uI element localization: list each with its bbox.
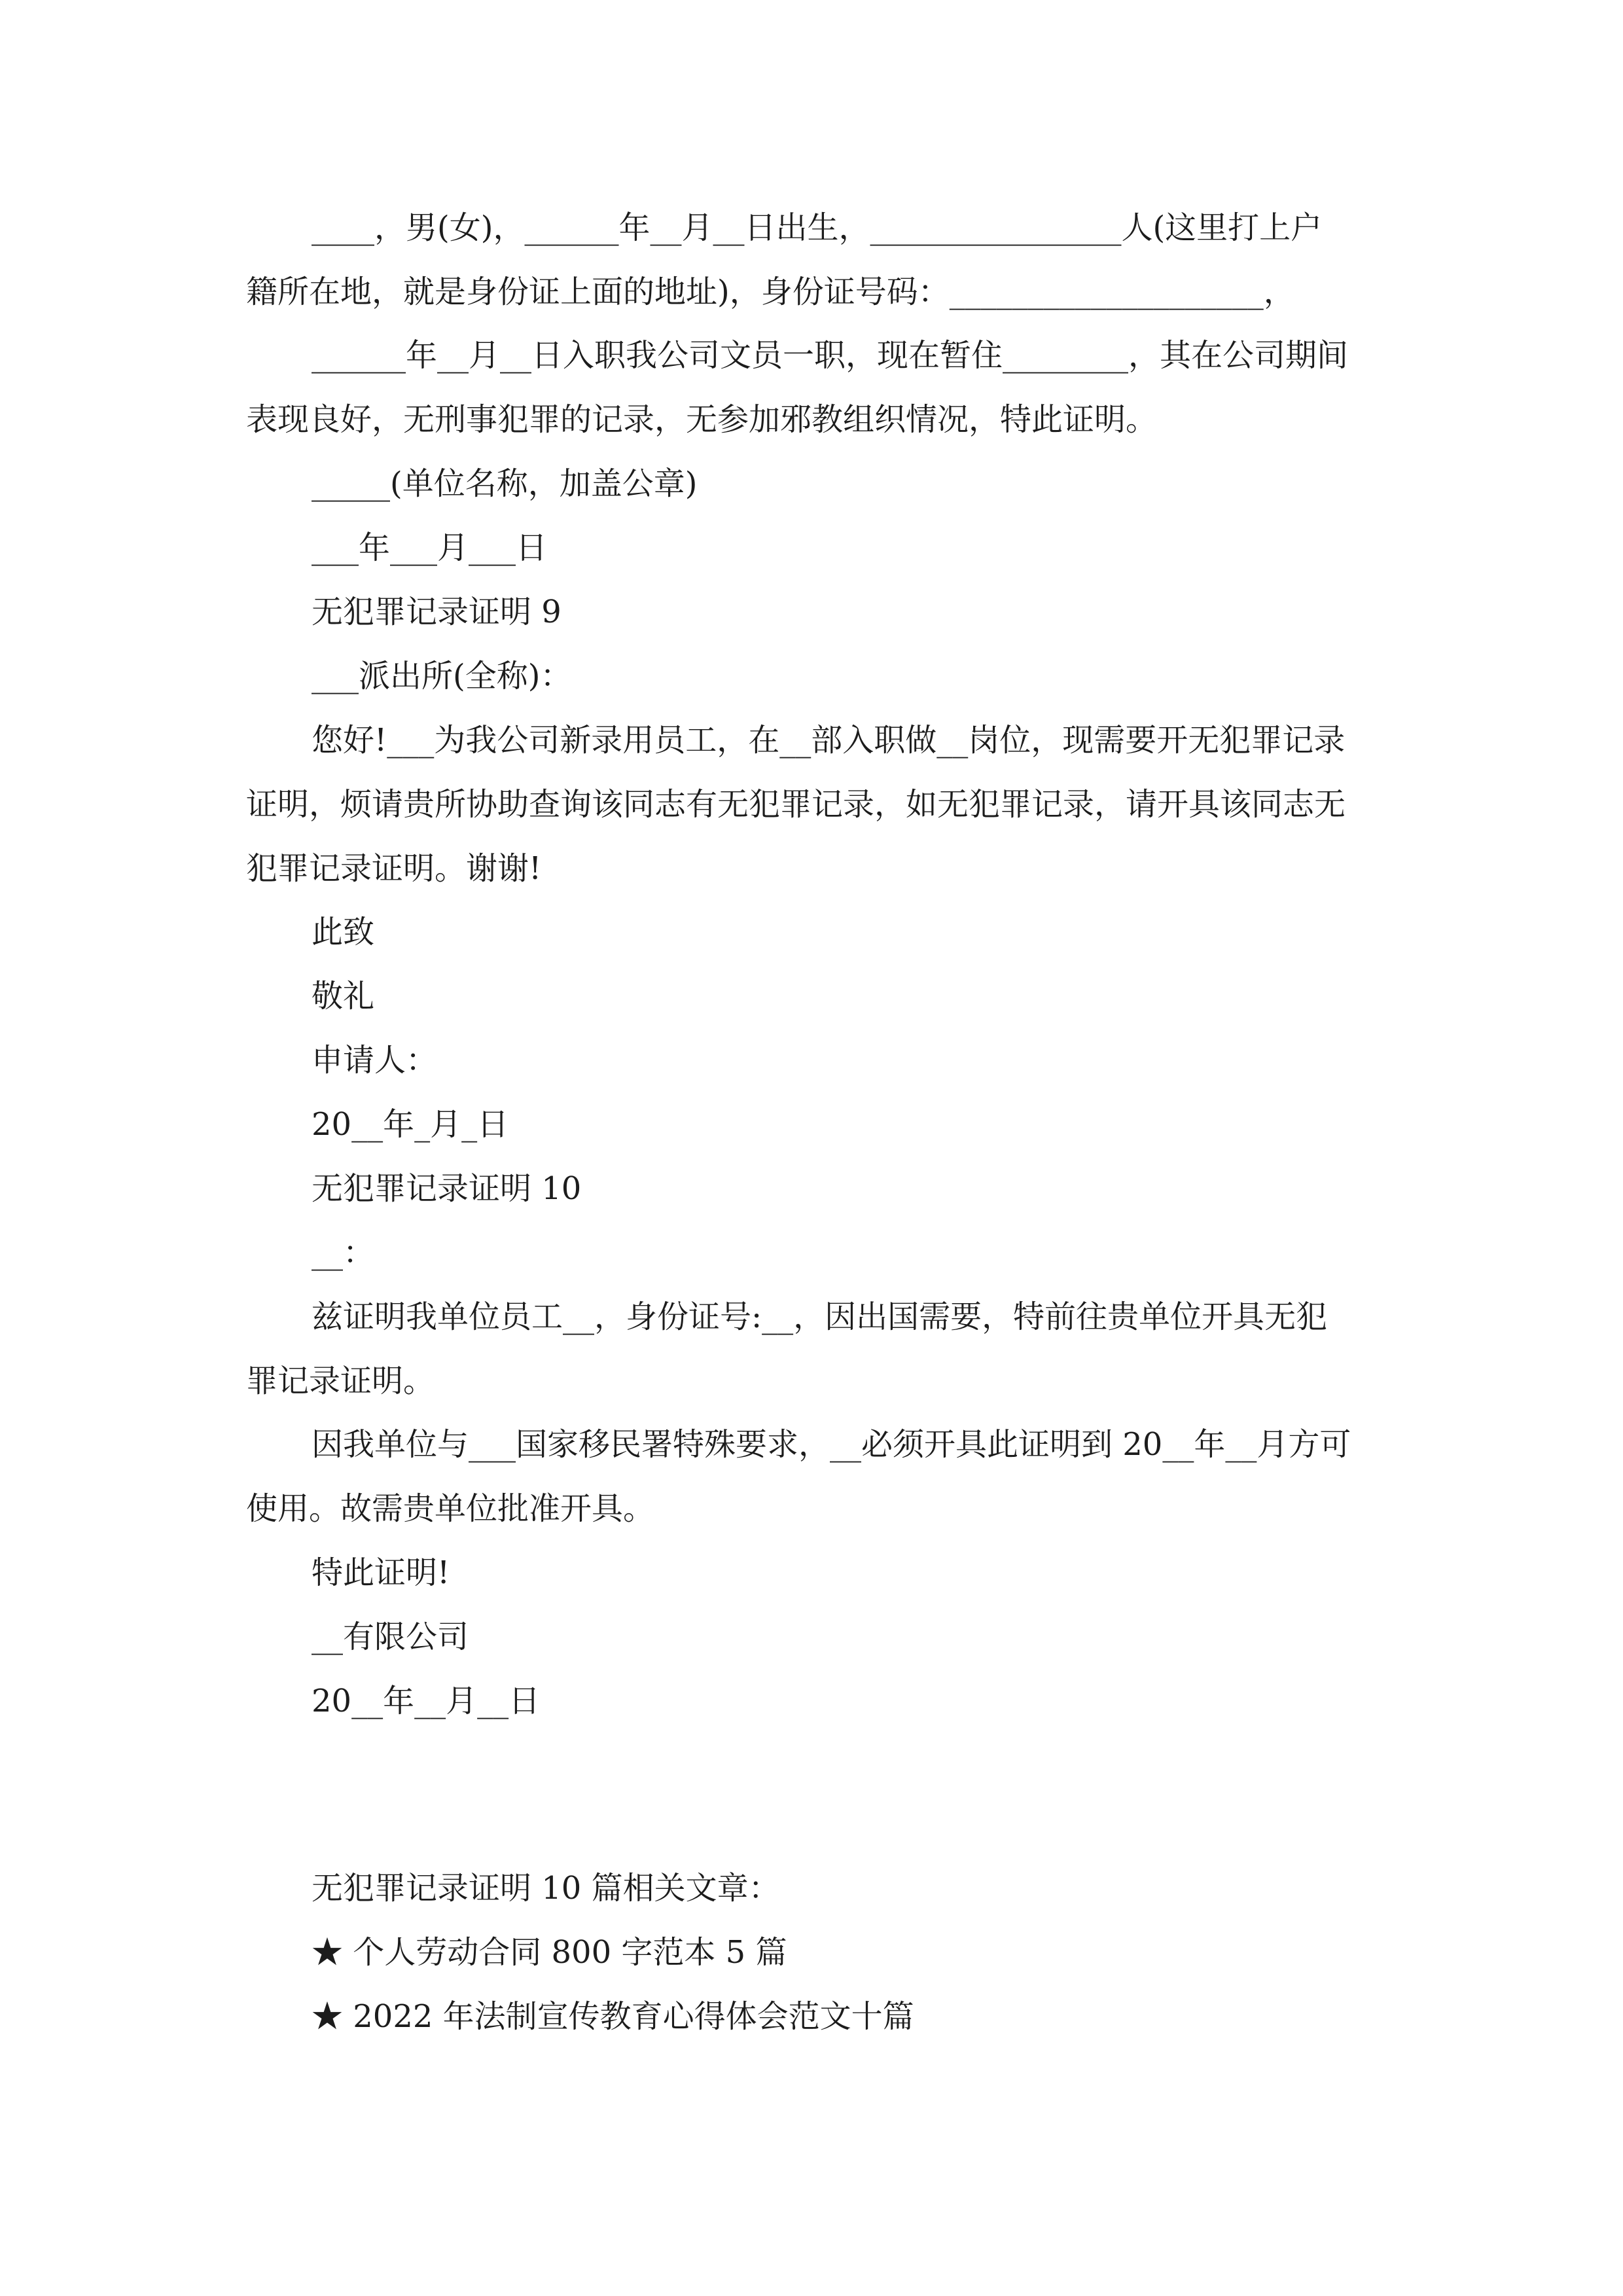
paragraph-line: 犯罪记录证明。谢谢!	[246, 850, 542, 887]
paragraph-line: 籍所在地，就是身份证上面的地址)，身份证号码：____________________，	[246, 274, 1295, 310]
paragraph-line: ______年__月__日入职我公司文员一职，现在暂住________，其在公司期间	[312, 337, 1349, 374]
paragraph-line: 使用。故需贵单位批准开具。	[246, 1490, 655, 1527]
company-line: __有限公司	[312, 1619, 469, 1655]
date-line: 20__年_月_日	[312, 1106, 509, 1143]
paragraph-line: 您好!___为我公司新录用员工，在__部入职做__岗位，现需要开无犯罪记录	[312, 722, 1346, 759]
closing-line: 敬礼	[312, 978, 375, 1014]
closing-line: 特此证明!	[312, 1554, 450, 1591]
unit-seal-line: _____(单位名称，加盖公章)	[312, 465, 698, 502]
applicant-line: 申请人：	[312, 1042, 438, 1079]
related-article-link[interactable]: ★ 2022 年法制宣传教育心得体会范文十篇	[312, 1998, 914, 2035]
paragraph-line: 因我单位与___国家移民署特殊要求，__必须开具此证明到 20__年__月方可	[312, 1426, 1351, 1463]
salutation: __：	[312, 1234, 375, 1271]
related-heading: 无犯罪记录证明 10 篇相关文章：	[312, 1870, 780, 1907]
section-title: 无犯罪记录证明 10	[312, 1170, 582, 1207]
salutation: ___派出所(全称)：	[312, 658, 572, 694]
paragraph-line: ____，男(女)，______年__月__日出生，________________人(这里打上户	[312, 209, 1323, 246]
paragraph-line: 罪记录证明。	[246, 1363, 435, 1399]
paragraph-line: 证明，烦请贵所协助查询该同志有无犯罪记录，如无犯罪记录，请开具该同志无	[246, 786, 1346, 823]
date-line: 20__年__月__日	[312, 1683, 541, 1719]
section-title: 无犯罪记录证明 9	[312, 594, 562, 630]
paragraph-line: 兹证明我单位员工__，身份证号:__，因出国需要，特前往贵单位开具无犯	[312, 1299, 1328, 1335]
date-line: ___年___月___日	[312, 529, 548, 566]
paragraph-line: 表现良好，无刑事犯罪的记录，无参加邪教组织情况，特此证明。	[246, 401, 1158, 438]
closing-line: 此致	[312, 914, 375, 950]
related-article-link[interactable]: ★ 个人劳动合同 800 字范本 5 篇	[312, 1934, 787, 1971]
